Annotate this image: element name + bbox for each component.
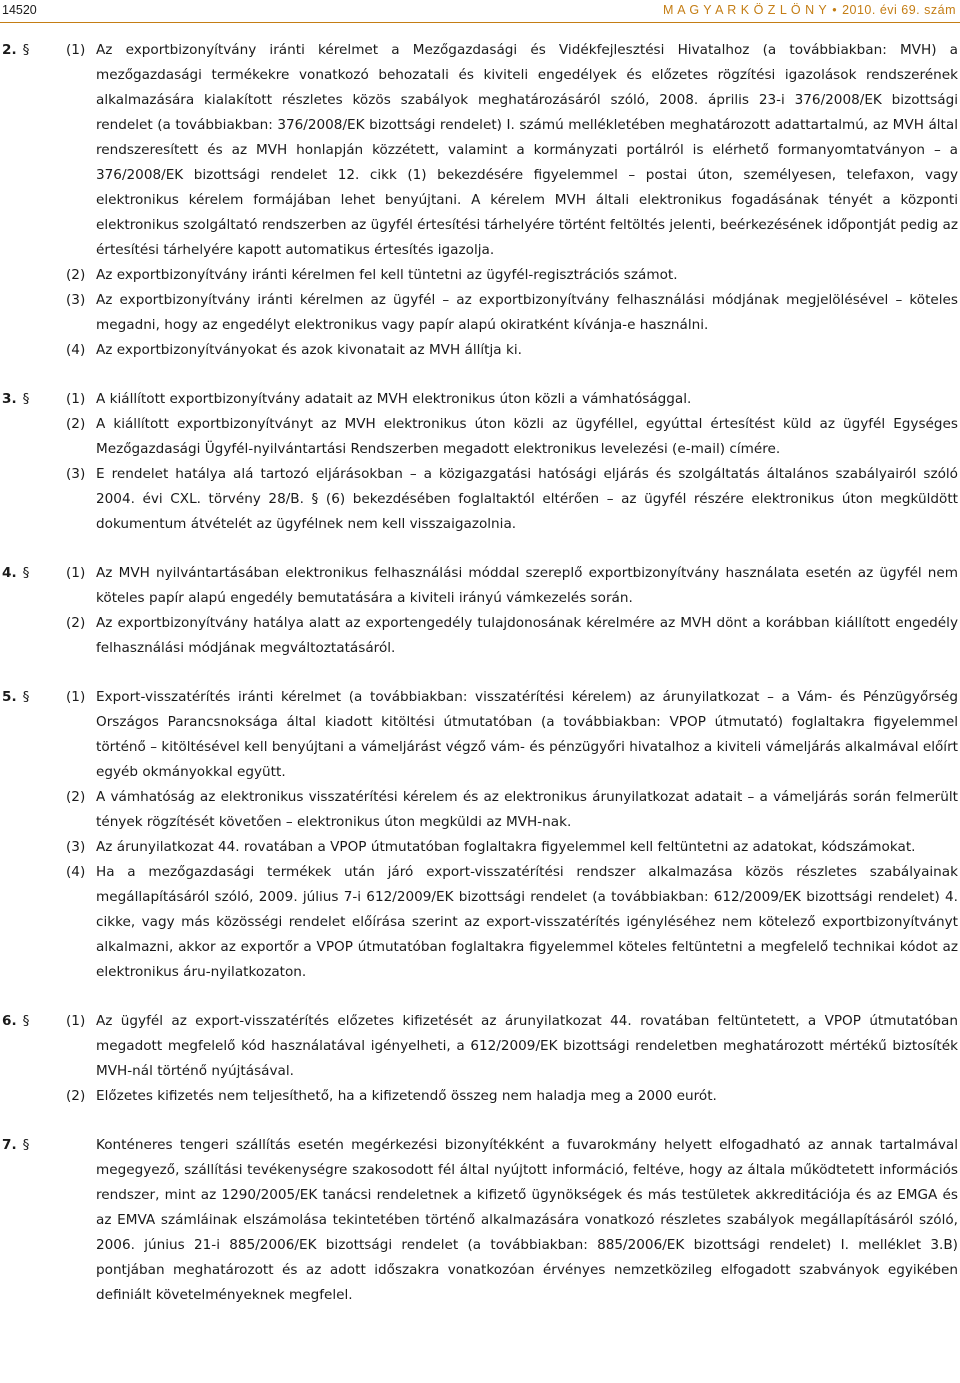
paragraph-sign: § [22, 42, 30, 58]
item-number: (2) [66, 789, 86, 805]
journal-info [663, 0, 956, 20]
item-number: (1) [66, 391, 86, 407]
separator-dot: • [832, 3, 838, 17]
section-number: 5. [2, 689, 17, 705]
item-text: A vámhatóság az elektronikus visszatérítési kérelem és az elektronikus árunyilatkozat adatait – a vámeljárás során felmerült tények rögzítését követően – elektronikus úton megküldi az MVH-nak. [96, 789, 958, 830]
paragraph-sign: § [22, 689, 30, 705]
item-number: (3) [66, 292, 86, 308]
item-number: (1) [66, 1013, 86, 1029]
item-number: (2) [66, 267, 86, 283]
page-header [0, 0, 960, 20]
paragraph-item [0, 288, 958, 338]
item-number: (4) [66, 342, 86, 358]
section-number: 2. [2, 42, 17, 58]
item-text: Ha a mezőgazdasági termékek után járó export-visszatérítési rendszer alkalmazása közös részletes szabályainak megállapításáról szóló, 2009. július 7-i 612/2009/EK bizottsági rendelet (a továbbiakban: 612/2009/EK bizottsági rendelet) 4. cikke, vagy más közösségi rendelet előírása szerint az export-visszatérítés igényléséhez nem kötelező exportbizonyítványt alkalmazni, akkor az exportőr a VPOP útmutatóban foglaltakra figyelemmel köteles feltüntetni a megfelelő technikai kódot az elektronikus áru-nyilatkozaton. [96, 864, 958, 980]
item-text: Konténeres tengeri szállítás esetén megérkezési bizonyítékként a fuvarokmány helyett elfogadható az annak tartalmával megegyező, szállítási tevékenységre szakosodott fél által nyújtott információ, feltéve, hogy az általa működtetett információs rendszer, mint az 1290/2005/EK tanácsi rendeletnek a kifizető ügynökségek és más testületek akkreditációja és az EMGA és az EMVA számláinak elszámolása tekintetében történő alkalmazására vonatkozó részletes szabályok megállapításáról szóló, 2006. június 21-i 885/2006/EK bizottsági rendelet (a továbbiakban: 885/2006/EK bizottsági rendelet) I. melléklet 3.B) pontjában meghatározott és az adott időszakra vonatkozóan érvényes nemzetközileg elfogadott szabványok egyikében definiált követelményeknek megfelel. [96, 1137, 958, 1303]
section-6 [0, 1009, 958, 1109]
section-spacer [0, 661, 958, 685]
paragraph-item [0, 387, 958, 412]
section-3 [0, 387, 958, 537]
section-4 [0, 561, 958, 661]
paragraph-item [0, 785, 958, 835]
item-text: Az exportbizonyítványokat és azok kivonatait az MVH állítja ki. [96, 342, 522, 358]
page-number: 14520 [2, 3, 37, 17]
item-number: (3) [66, 839, 86, 855]
paragraph-sign: § [22, 1137, 30, 1153]
item-text: Az MVH nyilvántartásában elektronikus felhasználási móddal szereplő exportbizonyítvány használata esetén az ügyfél nem köteles papír alapú engedély bemutatására a kiviteli irányú vámkezelés során. [96, 565, 958, 606]
document-body [0, 38, 958, 1308]
paragraph-sign: § [22, 565, 30, 581]
journal-title: M A G Y A R K Ö Z L Ö N Y [663, 3, 828, 17]
item-text: Az ügyfél az export-visszatérítés előzetes kifizetését az árunyilatkozat 44. rovatában feltüntetett, a VPOP útmutatóban megadott megfelelő kód használatával igényelheti, a 612/2009/EK bizottsági rendeletben meghatározott mértékű biztosíték MVH-nál történő nyújtásával. [96, 1013, 958, 1079]
paragraph-item [0, 462, 958, 537]
section-number: 6. [2, 1013, 17, 1029]
item-number: (1) [66, 689, 86, 705]
paragraph-item [0, 835, 958, 860]
paragraph-item [0, 338, 958, 363]
item-number: (1) [66, 42, 86, 58]
item-text: Az árunyilatkozat 44. rovatában a VPOP útmutatóban foglaltakra figyelemmel kell feltüntetni az adatokat, kódszámokat. [96, 839, 916, 855]
issue-number: 2010. évi 69. szám [842, 3, 956, 17]
paragraph-item [0, 1133, 958, 1308]
section-2 [0, 38, 958, 363]
item-number: (3) [66, 466, 86, 482]
item-text: Az exportbizonyítvány iránti kérelmen fel kell tüntetni az ügyfél-regisztrációs számot. [96, 267, 678, 283]
section-spacer [0, 985, 958, 1009]
paragraph-item [0, 263, 958, 288]
paragraph-item [0, 860, 958, 985]
paragraph-item [0, 38, 958, 263]
paragraph-item [0, 412, 958, 462]
item-number: (4) [66, 864, 86, 880]
paragraph-item [0, 561, 958, 611]
item-number: (2) [66, 615, 86, 631]
item-number: (2) [66, 1088, 86, 1104]
section-number: 3. [2, 391, 17, 407]
section-7 [0, 1133, 958, 1308]
item-text: Export-visszatérítés iránti kérelmet (a továbbiakban: visszatérítési kérelem) az árunyilatkozat – a Vám- és Pénzügyőrség Országos Parancsnoksága által kiadott kitöltési útmutatóban (a továbbiakban: VPOP útmutató) foglaltakra figyelemmel történő – kitöltésével kell benyújtani a vámeljárást végző vám- és pénzügyőri hivatalhoz a kiviteli vámeljárás alkalmával előírt egyéb okmányokkal együtt. [96, 689, 958, 780]
paragraph-item [0, 1084, 958, 1109]
header-rule [0, 22, 960, 23]
item-text: E rendelet hatálya alá tartozó eljárásokban – a közigazgatási hatósági eljárás és szolgáltatás általános szabályairól szóló 2004. évi CXL. törvény 28/B. § (6) bekezdésében foglaltaktól eltérően – az ügyfél részére elektronikus úton megküldött dokumentum átvételét az ügyfélnek nem kell visszaigazolnia. [96, 466, 958, 532]
item-text: Az exportbizonyítvány hatálya alatt az exportengedély tulajdonosának kérelmére az MVH dönt a korábban kiállított engedély felhasználási módjának megváltoztatásáról. [96, 615, 958, 656]
item-text: Az exportbizonyítvány iránti kérelmen az ügyfél – az exportbizonyítvány felhasználási módjának megjelölésével – köteles megadni, hogy az engedélyt elektronikus vagy papír alapú okiratként kívánja-e használni. [96, 292, 958, 333]
section-number: 7. [2, 1137, 17, 1153]
paragraph-item [0, 611, 958, 661]
paragraph-item [0, 1009, 958, 1084]
section-spacer [0, 363, 958, 387]
item-text: Előzetes kifizetés nem teljesíthető, ha a kifizetendő összeg nem haladja meg a 2000 eurót. [96, 1088, 717, 1104]
paragraph-sign: § [22, 1013, 30, 1029]
section-number: 4. [2, 565, 17, 581]
item-number: (1) [66, 565, 86, 581]
section-spacer [0, 537, 958, 561]
section-5 [0, 685, 958, 985]
item-text: A kiállított exportbizonyítvány adatait az MVH elektronikus úton közli a vámhatósággal. [96, 391, 692, 407]
paragraph-item [0, 685, 958, 785]
item-text: A kiállított exportbizonyítványt az MVH elektronikus úton közli az ügyféllel, egyúttal értesítést küld az ügyfél Egységes Mezőgazdasági Ügyfél-nyilvántartási Rendszerben megadott elektronikus levelezési (e-mail) címére. [96, 416, 958, 457]
section-spacer [0, 1109, 958, 1133]
item-number: (2) [66, 416, 86, 432]
item-text: Az exportbizonyítvány iránti kérelmet a Mezőgazdasági és Vidékfejlesztési Hivatalhoz (a továbbiakban: MVH) a mezőgazdasági termékekre vonatkozó behozatali és kiviteli engedélyek és előzetes rögzítési igazolások rendszerének alkalmazására kialakított részletes közös szabályok meghatározásáról szóló, 2008. április 23-i 376/2008/EK bizottsági rendelet (a továbbiakban: 376/2008/EK bizottsági rendelet) I. számú mellékletében meghatározott adattartalmú, az MVH által rendszeresített és az MVH honlapján közzétett, valamint a kormányzati portálról is elérhető formanyomtatványon – a 376/2008/EK bizottsági rendelet 12. cikk (1) bekezdésére figyelemmel – postai úton, személyesen, telefaxon, vagy elektronikus kérelem formájában lehet benyújtani. A kérelem MVH általi elektronikus fogadásának tényét a központi elektronikus szolgáltató rendszerben az ügyfél értesítési tárhelyére történt feltöltés jelenti, beérkezésének időpontját pedig az értesítési tárhelyére kapott automatikus értesítés igazolja. [96, 42, 958, 258]
paragraph-sign: § [22, 391, 30, 407]
